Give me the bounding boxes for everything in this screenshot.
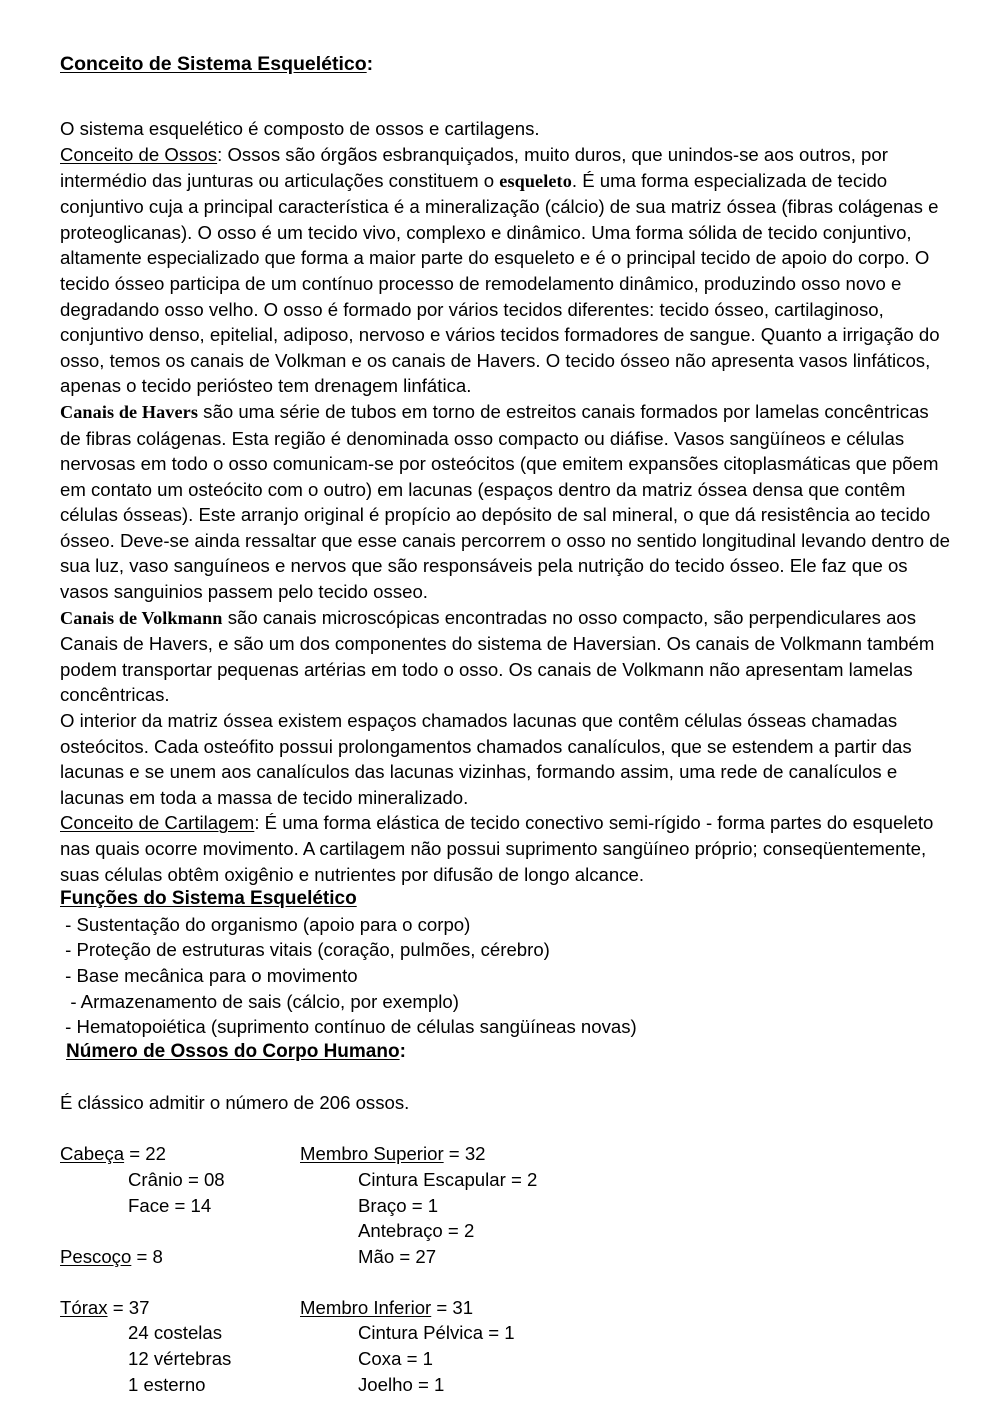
spacer	[60, 1218, 300, 1244]
funcoes-list	[60, 912, 952, 1040]
page-title	[60, 52, 952, 76]
lead-paragraph: O sistema esquelético é composto de ossos e cartilagens.	[60, 118, 540, 140]
bone-sub-item: Braço = 1	[358, 1194, 439, 1216]
cartilagem-text: É uma forma elástica de tecido conectivo semi-rígido - forma partes do esqueleto nas quais ocorre movimento. A cartilagem não possui suprimento sangüíneo próprio; conseqüentemente, suas células obtêm oxigênio e nutrientes por difusão de longo alcance.	[60, 812, 934, 885]
bone-group-value: = 32	[443, 1143, 486, 1165]
bone-sub-item: Joelho = 1	[358, 1373, 445, 1395]
term-canais-de-volkmann: Canais de Volkmann	[60, 607, 223, 628]
ossos-text-part1: Ossos são órgãos esbranquiçados, muito duros, que unindos-se aos outros, por intermédio das junturas ou articulações constituem o	[60, 143, 888, 191]
bone-group-label: Tórax	[60, 1296, 108, 1318]
bone-group-label: Membro Superior	[300, 1143, 444, 1165]
heading-numero-de-ossos	[60, 1040, 952, 1065]
bone-group-cabeca	[60, 1141, 300, 1218]
bone-group-membro-superior	[300, 1141, 952, 1269]
bone-sub-item: Face = 14	[128, 1194, 212, 1216]
spacer	[60, 1116, 952, 1142]
colon-cartilagem: :	[254, 812, 265, 834]
heading-numero-text: Número de Ossos do Corpo Humano	[66, 1040, 400, 1062]
bone-group-header	[300, 1295, 952, 1321]
spacer	[60, 1065, 952, 1091]
list-item: - Proteção de estruturas vitais (coração, pulmões, cérebro)	[60, 939, 550, 961]
term-canais-de-havers: Canais de Havers	[60, 401, 199, 422]
term-esqueleto: esqueleto	[499, 170, 572, 191]
paragraph-canais-de-havers	[60, 399, 950, 605]
term-conceito-de-ossos: Conceito de Ossos	[60, 143, 218, 165]
bone-sub-item: 12 vértebras	[128, 1348, 232, 1370]
bone-sub-item: 24 costelas	[128, 1322, 223, 1344]
page-title-colon: :	[366, 53, 374, 75]
bone-sub-item: Antebraço = 2	[358, 1220, 475, 1242]
bone-table-left-column	[60, 1141, 300, 1397]
paragraph-conceito-de-ossos	[60, 142, 950, 399]
bone-group-value: = 31	[431, 1296, 474, 1318]
spacer	[60, 1269, 300, 1295]
colon-ossos: :	[217, 143, 228, 165]
bone-group-torax	[60, 1295, 300, 1397]
bone-count-table	[60, 1141, 952, 1397]
bone-group-value: = 37	[107, 1296, 150, 1318]
bone-sub-item: Cintura Escapular = 2	[358, 1168, 538, 1190]
bone-sub-item: 1 esterno	[128, 1373, 206, 1395]
heading-numero-colon: :	[399, 1040, 406, 1062]
list-item: - Base mecânica para o movimento	[60, 965, 358, 987]
bone-group-header	[60, 1295, 300, 1321]
page-title-text: Conceito de Sistema Esquelético	[60, 53, 367, 75]
paragraph-lacunas: O interior da matriz óssea existem espaços chamados lacunas que contêm células ósseas chamadas osteócitos. Cada osteófito possui prolongamentos chamados canalículos, que se estendem a partir das lacunas e se unem aos canalículos das lacunas vizinhas, formando assim, uma rede de canalículos e lacunas em toda a massa de tecido mineralizado.	[60, 710, 912, 808]
bone-group-membro-inferior	[300, 1295, 952, 1397]
havers-text: são uma série de tubos em torno de estreitos canais formados por lamelas concêntricas de fibras colágenas. Esta região é denominada osso compacto ou diáfise. Vasos sangüíneos e células nervosas em todo o osso comunicam-se por osteócitos (que emitem expansões citoplasmáticas que põem em contato um osteócito com o outro) em lacunas (espaços dentro da matriz óssea densa que contêm células ósseas). Este arranjo original é propício ao depósito de sal mineral, o que dá resistência ao tecido ósseo. Deve-se ainda ressaltar que esse canais percorrem o osso no sentido longitudinal levando dentro de sua luz, vaso sanguíneos e nervos que são responsáveis pela nutrição do tecido ósseo. Ele faz que os vasos sanguinios passem pelo tecido osseo.	[60, 400, 950, 603]
bone-table-right-column	[300, 1141, 952, 1397]
bone-group-label: Cabeça	[60, 1143, 125, 1165]
list-item: - Armazenamento de sais (cálcio, por exemplo)	[60, 990, 459, 1012]
bone-group-value: = 8	[131, 1245, 163, 1267]
paragraph-canais-de-volkmann	[60, 605, 950, 708]
bone-group-value: = 22	[124, 1143, 166, 1165]
bone-group-header	[300, 1141, 952, 1167]
bone-group-label: Pescoço	[60, 1245, 132, 1267]
paragraph-conceito-de-cartilagem	[60, 810, 950, 887]
bone-sub-item: Cintura Pélvica = 1	[358, 1322, 515, 1344]
bone-group-label: Membro Inferior	[300, 1296, 432, 1318]
list-item: - Sustentação do organismo (apoio para o corpo)	[60, 913, 471, 935]
spacer	[300, 1269, 952, 1295]
heading-funcoes: Funções do Sistema Esquelético	[60, 888, 357, 910]
bone-group-header	[60, 1141, 300, 1167]
bone-group-header	[60, 1244, 300, 1270]
ossos-text-part2: . É uma forma especializada de tecido conjuntivo cuja a principal característica é a mineralização (cálcio) de sua matriz óssea (fibras colágenas e proteoglicanas). O osso é um tecido vivo, complexo e dinâmico. Uma forma sólida de tecido conjuntivo, altamente especializado que forma a maior parte do esqueleto e é o principal tecido de apoio do corpo. O tecido ósseo participa de um contínuo processo de remodelamento dinâmico, produzindo osso novo e degradando osso velho. O osso é formado por vários tecidos diferentes: tecido ósseo, cartilaginoso, conjuntivo denso, epitelial, adiposo, nervoso e vários tecidos formadores de sangue. Quanto a irrigação do osso, temos os canais de Volkman e os canais de Havers. O tecido ósseo não apresenta vasos linfáticos, apenas o tecido periósteo tem drenagem linfática.	[60, 169, 940, 397]
bone-sub-item: Crânio = 08	[128, 1168, 225, 1190]
volkmann-text: são canais microscópicas encontradas no osso compacto, são perpendiculares aos Canais de Havers, e são um dos componentes do sistema de Haversian. Os canais de Volkmann também podem transportar pequenas artérias em todo o osso. Os canais de Volkmann não apresentam lamelas concêntricas.	[60, 606, 935, 706]
bone-sub-item: Coxa = 1	[358, 1348, 433, 1370]
bones-total-text: É clássico admitir o número de 206 ossos.	[60, 1092, 410, 1114]
term-conceito-de-cartilagem: Conceito de Cartilagem	[60, 812, 255, 834]
bone-group-pescoco	[60, 1244, 300, 1270]
list-item: - Hematopoiética (suprimento contínuo de células sangüíneas novas)	[60, 1016, 637, 1038]
bone-sub-item: Mão = 27	[358, 1245, 437, 1267]
